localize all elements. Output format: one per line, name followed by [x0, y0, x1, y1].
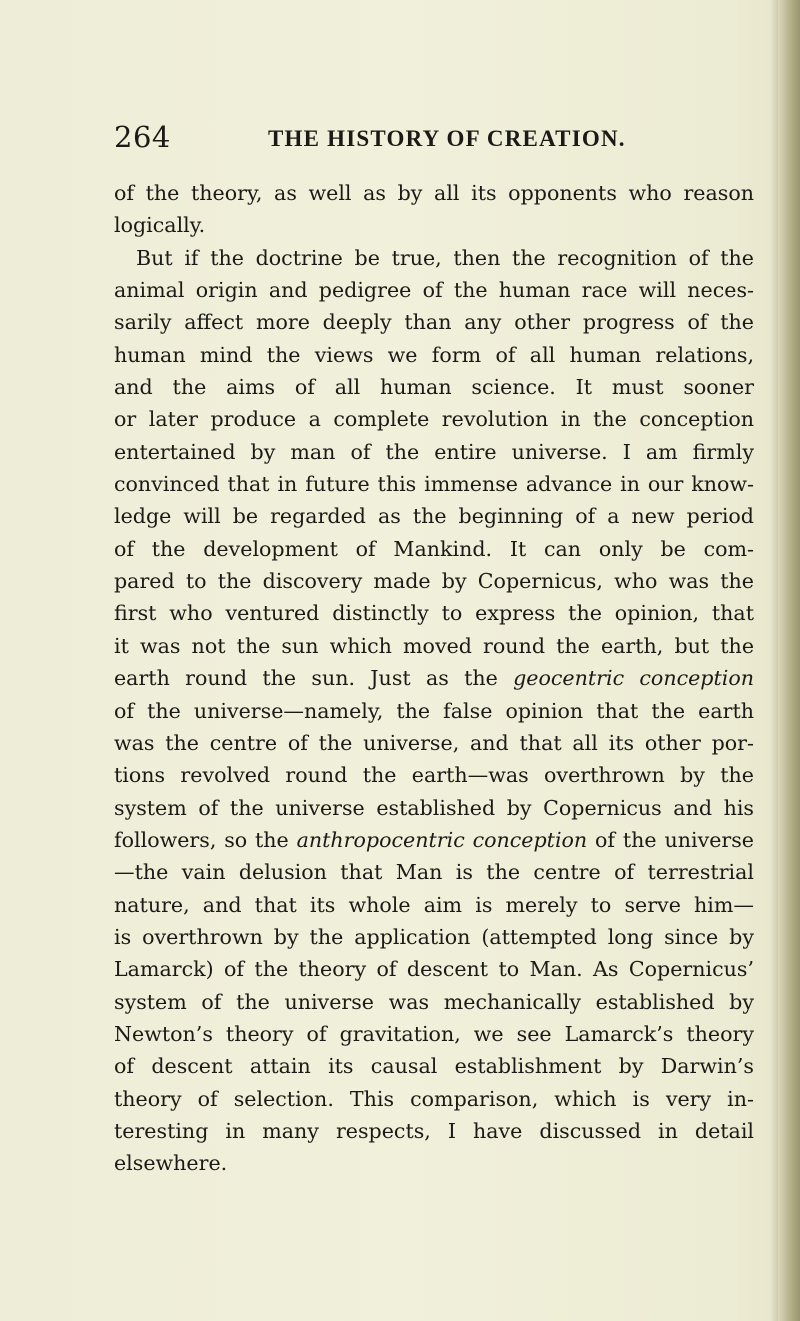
text-line: of the universe—namely, the false opinion that the earth [114, 698, 754, 723]
text-line: of the theory, as well as by all its opponents who reason [114, 181, 754, 205]
text-line: of the development of Mankind. It can only be com- [114, 536, 754, 561]
text-line: of descent attain its causal establishment by Darwin’s [114, 1054, 754, 1079]
text-line: or later produce a complete revolution in the conception [114, 407, 754, 432]
text-line: Lamarck) of the theory of descent to Man. As Copernicus’ [114, 957, 754, 982]
emphasis-geocentric: geocentric conception [513, 666, 755, 691]
text-line: Newton’s theory of gravitation, we see Lamarck’s theory [114, 1021, 754, 1046]
body-text [114, 177, 754, 1180]
text-line: first who ventured distinctly to express the opinion, that [114, 601, 754, 626]
text-line: But if the doctrine be true, then the recognition of the [136, 245, 754, 270]
text-line: system of the universe established by Copernicus and his [114, 795, 754, 820]
text-line: entertained by man of the entire universe. I am firmly [114, 439, 754, 464]
running-title: THE HISTORY OF CREATION. [268, 126, 626, 151]
text-segment: earth round the sun. Just as the [114, 666, 498, 691]
text-segment: of the universe [595, 827, 754, 852]
text-segment: followers, so the [114, 827, 289, 852]
text-line: human mind the views we form of all human relations, [114, 342, 754, 367]
page-gutter-shadow [770, 0, 778, 1321]
text-line: elsewhere. [114, 1151, 228, 1176]
page-edge [778, 0, 800, 1321]
text-line: is overthrown by the application (attempted long since by [114, 924, 754, 949]
text-line: theory of selection. This comparison, which is very in- [114, 1086, 754, 1111]
emphasis-anthropocentric: anthropocentric conception [296, 827, 588, 852]
text-line: animal origin and pedigree of the human race will neces- [114, 278, 754, 303]
text-line: pared to the discovery made by Copernicus, who was the [114, 569, 754, 594]
text-line [114, 824, 754, 856]
text-line: ledge will be regarded as the beginning of a new period [114, 504, 754, 529]
text-line: teresting in many respects, I have discussed in detail [114, 1118, 754, 1143]
text-line: and the aims of all human science. It must sooner [114, 375, 754, 400]
running-head [114, 120, 754, 154]
text-line: was the centre of the universe, and that all its other por- [114, 730, 754, 755]
text-line: logically. [114, 213, 206, 238]
text-line: tions revolved round the earth—was overthrown by the [114, 763, 754, 788]
text-line [114, 662, 754, 694]
text-line: —the vain delusion that Man is the centre of terrestrial [114, 860, 754, 885]
text-line: sarily affect more deeply than any other progress of the [114, 310, 754, 335]
text-line: convinced that in future this immense advance in our know- [114, 472, 754, 497]
text-line: it was not the sun which moved round the earth, but the [114, 633, 754, 658]
text-line: nature, and that its whole aim is merely to serve him— [114, 892, 754, 917]
text-line: system of the universe was mechanically established by [114, 989, 754, 1014]
page-number: 264 [114, 120, 171, 154]
